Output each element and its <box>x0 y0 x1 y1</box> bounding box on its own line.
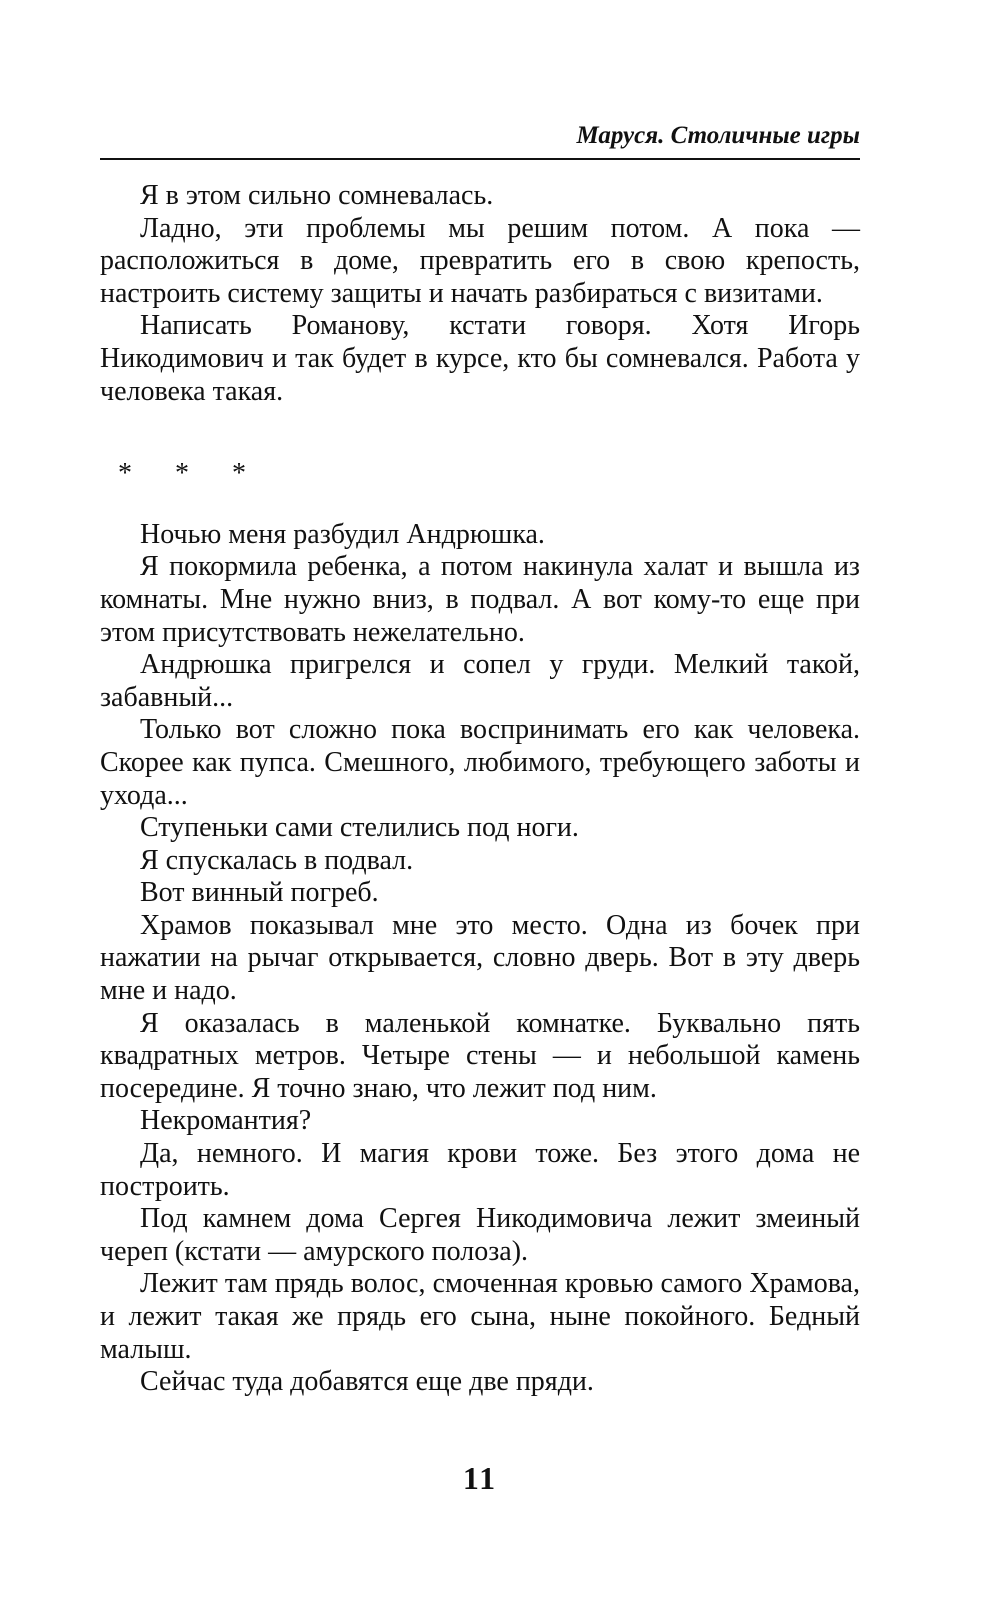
paragraph: Написать Романову, кстати говоря. Хотя Игорь Никодимович и так будет в курсе, кто бы сомневался. Работа у человека такая. <box>100 310 860 407</box>
main-text <box>100 180 860 1399</box>
paragraph: Я покормила ребенка, а потом накинула халат и вышла из комнаты. Мне нужно вниз, в подвал. А вот кому-то еще при этом присутствовать нежелательно. <box>100 551 860 648</box>
page-number: 11 <box>462 1460 498 1496</box>
paragraph: Некромантия? <box>140 1105 312 1137</box>
running-header: Маруся. Столичные игры <box>576 122 860 149</box>
paragraph: Под камнем дома Сергея Никодимовича лежит змеиный череп (кстати — амурского полоза). <box>100 1203 860 1267</box>
paragraph: Ладно, эти проблемы мы решим потом. А пока — расположиться в доме, превратить его в свою крепость, настроить систему защиты и начать разбираться с визитами. <box>100 212 860 309</box>
section-separator: * * * <box>118 458 264 490</box>
paragraph: Вот винный погреб. <box>140 877 379 909</box>
paragraph: Я спускалась в подвал. <box>140 844 414 876</box>
paragraph: Сейчас туда добавятся еще две пряди. <box>140 1366 594 1398</box>
paragraph: Только вот сложно пока воспринимать его как человека. Скорее как пупса. Смешного, любимого, требующего заботы и ухода... <box>100 714 860 811</box>
paragraph: Да, немного. И магия крови тоже. Без этого дома не построить. <box>100 1138 860 1202</box>
paragraph: Ступеньки сами стелились под ноги. <box>140 812 579 844</box>
paragraph: Андрюшка пригрелся и сопел у груди. Мелкий такой, забавный... <box>100 649 860 713</box>
paragraph: Лежит там прядь волос, смоченная кровью самого Храмова, и лежит такая же прядь его сына, ныне покойного. Бедный малыш. <box>100 1268 860 1365</box>
paragraph: Храмов показывал мне это место. Одна из бочек при нажатии на рычаг открывается, словно дверь. Вот в эту дверь мне и надо. <box>100 909 860 1007</box>
paragraph: Ночью меня разбудил Андрюшка. <box>140 518 545 550</box>
header-rule <box>100 158 860 160</box>
paragraph: Я оказалась в маленькой комнатке. Буквально пять квадратных метров. Четыре стены — и небольшой камень посередине. Я точно знаю, что лежит под ним. <box>100 1007 860 1104</box>
paragraph: Я в этом сильно сомневалась. <box>140 180 494 211</box>
